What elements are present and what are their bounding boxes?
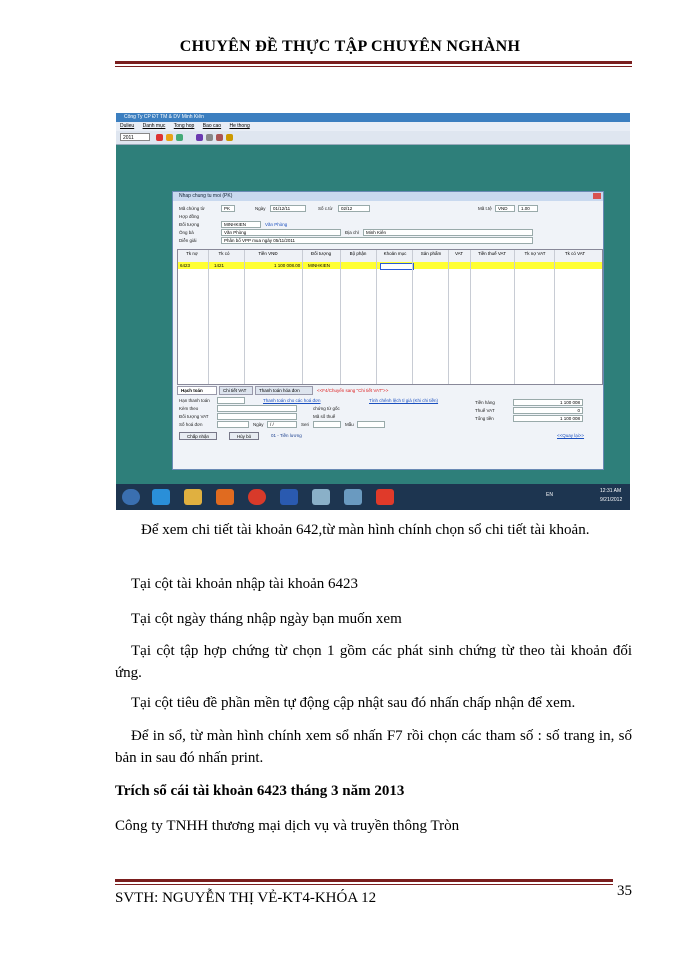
clock-time: 12:31 AM	[600, 488, 622, 494]
app-title-bar: Công Ty CP ĐT TM & DV Minh Kiên	[116, 113, 630, 122]
paragraph-2: Tại cột tài khoản nhập tài khoản 6423	[131, 576, 359, 592]
footer-author: SVTH: NGUYỄN THỊ VẺ-KT4-KHÓA 12	[115, 890, 377, 906]
object-label: Đối tượng	[179, 222, 200, 227]
invoice-number-label: Số hoá đơn	[179, 422, 203, 427]
vat-object-field[interactable]	[217, 413, 297, 420]
cancel-button[interactable]: Hủy bỏ	[229, 432, 259, 440]
date-field[interactable]: 01/12/11	[270, 205, 306, 212]
col-tk-co-vat: Tk có VAT	[564, 251, 586, 256]
year-select[interactable]: 2011	[120, 133, 150, 141]
language-indicator[interactable]: EN	[546, 492, 553, 498]
paragraph-4: Tại cột tập hợp chứng từ chọn 1 gồm các phát sinh chứng từ theo tài khoản đối ứng.	[115, 643, 632, 681]
description-label: Diễn giải	[179, 238, 197, 243]
status-text: 01 - Tiền lương	[271, 433, 302, 438]
address-label: Địa chỉ	[345, 230, 359, 235]
serial-field[interactable]	[313, 421, 341, 428]
grid-line	[412, 250, 413, 384]
paragraph-5: Tại cột tiêu đề phần mền tự động cập nhật sau đó nhấn chấp nhận để xem.	[131, 695, 576, 711]
invoice-payment-link[interactable]: Thanh toán cho các hoá đơn	[263, 398, 321, 403]
address-field[interactable]: Minh Kiên	[363, 229, 533, 236]
page-header-title: CHUYÊN ĐỀ THỰC TẬP CHUYÊN NGHÀNH	[179, 38, 521, 55]
tab-thanh-toan[interactable]: Thanh toán hóa đơn	[255, 386, 313, 395]
description-field[interactable]: Phân bổ VPP mua ngày 05/11/2011	[221, 237, 533, 244]
table-row[interactable]	[178, 262, 602, 269]
date-label: Ngày	[255, 206, 266, 211]
paragraph-7: Trích sổ cái tài khoản 6423 tháng 3 năm 2013	[115, 783, 405, 799]
explorer-icon[interactable]	[344, 489, 362, 505]
grid-line	[514, 250, 515, 384]
grid-line	[340, 250, 341, 384]
col-tk-co: Tk có	[218, 251, 230, 256]
col-vat: VAT	[454, 251, 464, 256]
software-screenshot	[116, 113, 630, 510]
total-field: 1 100 008	[513, 415, 583, 422]
paragraph-6: Để in sổ, từ màn hình chính xem sổ nhấn F7 rồi chọn các tham số : số trang in, số bản in sau đó nhấn print.	[115, 728, 632, 766]
start-icon[interactable]	[122, 489, 140, 505]
goods-amount-field: 1 100 008	[513, 399, 583, 406]
voucher-code-label: Mã chứng từ	[179, 206, 205, 211]
header-rule-thick	[115, 61, 632, 64]
footer-rule-thin	[115, 884, 613, 885]
exchange-diff-link[interactable]: Tính chênh lệch tỉ giá (Khi chi tiền)	[369, 398, 439, 403]
word-icon[interactable]	[280, 489, 298, 505]
attachment-field[interactable]	[217, 405, 297, 412]
col-tien: Tiền VNĐ	[258, 251, 278, 256]
accounting-app-icon[interactable]	[376, 489, 394, 505]
grid-line	[448, 250, 449, 384]
object-field[interactable]: MINHKIEN	[221, 221, 261, 228]
row-tien: 1 100 008.00	[274, 263, 301, 268]
vat-amount-field: 0	[513, 407, 583, 414]
voucher-number-field[interactable]: 02/12	[338, 205, 370, 212]
toolbar-help-icon[interactable]	[226, 134, 233, 141]
menu-item-bao-cao[interactable]: Bao cao	[202, 123, 222, 129]
back-link[interactable]: <<Quay lại>>	[557, 433, 585, 438]
header-rule-thin	[115, 66, 632, 67]
clock-date: 9/21/2012	[600, 497, 623, 503]
app-toolbar	[116, 131, 630, 145]
grid-line	[302, 250, 303, 384]
menu-item-danh-muc[interactable]: Danh mục	[142, 123, 166, 129]
app-icon[interactable]	[312, 489, 330, 505]
app-menu-bar	[116, 122, 630, 131]
windows-taskbar	[116, 484, 630, 510]
dialog-title-bar	[173, 192, 603, 201]
grid-line	[554, 250, 555, 384]
ie-icon[interactable]	[152, 489, 170, 505]
paragraph-8: Công ty TNHH thương mại dịch vụ và truyền thông Tròn	[115, 818, 460, 834]
serial-label: Seri	[301, 422, 310, 427]
menu-item-tong-hop[interactable]: Tong hop	[173, 123, 195, 129]
paragraph-1: Để xem chi tiết tài khoản 642,từ màn hình chính chọn sổ chi tiết tài khoản.	[141, 522, 590, 538]
exchange-rate-field[interactable]: 1.00	[518, 205, 538, 212]
toolbar-book-icon[interactable]	[196, 134, 203, 141]
menu-item-dulieu[interactable]: Dulieu	[120, 123, 135, 129]
footer-rule-thick	[115, 879, 613, 882]
grid-line	[376, 250, 377, 384]
tab-chi-tiet-vat[interactable]: Chi tiết VAT	[219, 386, 253, 395]
col-tk-no: Tk nợ	[186, 251, 198, 256]
row-doi-tuong: MINHKIEN	[308, 263, 331, 268]
page-number: 35	[617, 883, 632, 899]
person-field[interactable]: Văn Phòng	[221, 229, 341, 236]
active-cell[interactable]	[380, 263, 414, 270]
toolbar-globe-icon[interactable]	[166, 134, 173, 141]
toolbar-check-icon[interactable]	[156, 134, 163, 141]
voucher-dialog	[172, 191, 604, 470]
vat-amount-label: Thuế VAT	[475, 408, 495, 413]
goods-amount-label: Tiền hàng	[475, 400, 495, 405]
currency-field[interactable]: VND	[495, 205, 515, 212]
grid-line	[208, 250, 209, 384]
col-bo-phan: Bộ phận	[349, 251, 367, 256]
original-voucher-label: chứng từ gốc	[313, 406, 340, 411]
person-label: Ông bà	[179, 230, 194, 235]
template-field[interactable]	[357, 421, 385, 428]
row-tk-no: 6423	[180, 263, 191, 268]
due-date-field[interactable]	[217, 397, 245, 404]
grid-line	[244, 250, 245, 384]
col-doi-tuong: Đối tượng	[310, 251, 332, 256]
invoice-date-label: Ngày	[253, 422, 264, 427]
attachment-label: Kèm theo	[179, 406, 199, 411]
col-tk-no-vat: Tk nợ VAT	[524, 251, 546, 256]
menu-item-he-thong[interactable]: He thong	[229, 123, 250, 129]
row-tk-co: 1421	[214, 263, 225, 268]
close-icon[interactable]	[593, 193, 601, 199]
paragraph-3: Tại cột ngày tháng nhập ngày bạn muốn xem	[131, 611, 402, 627]
voucher-code-field[interactable]: PK	[221, 205, 235, 212]
invoice-date-field[interactable]: / /	[267, 421, 297, 428]
tab-hach-toan[interactable]: Hạch toán	[177, 386, 217, 395]
tab-hint: <<F4/Chuyển sang "Chi tiết VAT">>	[317, 388, 389, 393]
template-label: Mẫu	[345, 422, 354, 427]
toolbar-calc-icon[interactable]	[176, 134, 183, 141]
media-player-icon[interactable]	[216, 489, 234, 505]
object-name: Văn Phòng	[265, 222, 288, 227]
voucher-number-label: Số c.từ	[318, 206, 333, 211]
grid-line	[470, 250, 471, 384]
entry-grid	[177, 249, 603, 385]
toolbar-print-icon[interactable]	[206, 134, 213, 141]
total-label: Tổng tiền	[475, 416, 494, 421]
chrome-icon[interactable]	[248, 489, 266, 505]
col-khoan-muc: Khoản mục	[383, 251, 407, 256]
vat-object-label: Đối tượng VAT	[179, 414, 209, 419]
folder-icon[interactable]	[184, 489, 202, 505]
col-san-pham: Sản phẩm	[420, 251, 442, 256]
currency-label: Mã t.tệ	[478, 206, 492, 211]
tax-code-label: Mã số thuế	[313, 414, 336, 419]
accept-button[interactable]: Chấp nhận	[179, 432, 217, 440]
due-date-label: Hạn thanh toán	[179, 398, 210, 403]
contract-label: Hợp đồng	[179, 214, 199, 219]
invoice-number-field[interactable]	[217, 421, 249, 428]
dialog-title: Nhap chung tu moi (PK)	[179, 193, 233, 199]
toolbar-tool-icon[interactable]	[216, 134, 223, 141]
col-tien-thue: Tiền thuế VAT	[478, 251, 506, 256]
